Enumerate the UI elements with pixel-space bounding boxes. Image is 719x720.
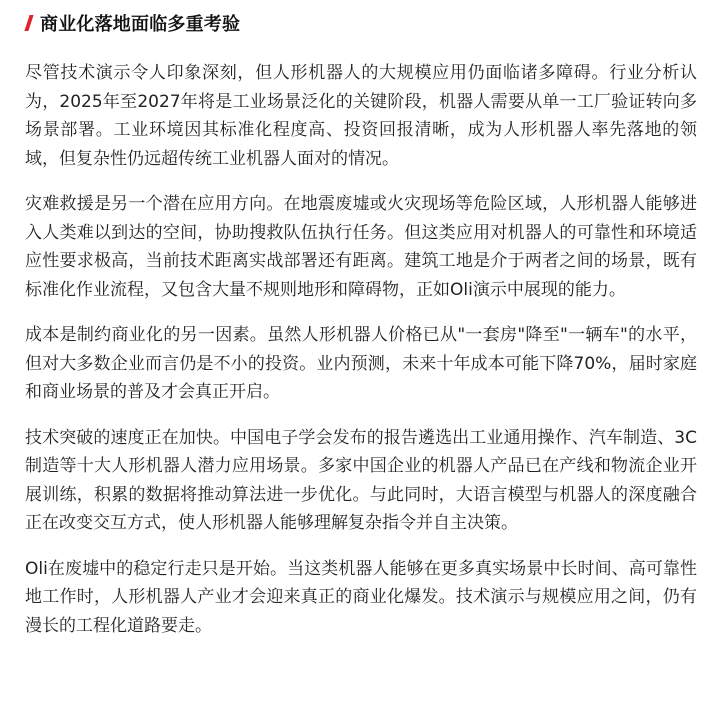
heading-accent-mark (24, 15, 33, 31)
paragraph-4: 技术突破的速度正在加快。中国电子学会发布的报告遴选出工业通用操作、汽车制造、3C制造等十大人形机器人潜力应用场景。多家中国企业的机器人产品已在产线和物流企业开展训练，积累的数据将推动算法进一步优化。与此同时，大语言模型与机器人的深度融合正在改变交互方式，使人形机器人能够理解复杂指令并自主决策。 (25, 427, 697, 533)
section-heading (25, 8, 697, 38)
paragraph-3: 成本是制约商业化的另一因素。虽然人形机器人价格已从"一套房"降至"一辆车"的水平，但对大多数企业而言仍是不小的投资。业内预测，未来十年成本可能下降70%，届时家庭和商业场景的普及才会真正开启。 (25, 325, 697, 402)
section-title: 商业化落地面临多重考验 (40, 14, 241, 35)
paragraph-5: Oli在废墟中的稳定行走只是开始。当这类机器人能够在更多真实场景中长时间、高可靠性地工作时，人形机器人产业才会迎来真正的商业化爆发。技术演示与规模应用之间，仍有漫长的工程化道路要走。 (25, 558, 697, 636)
paragraph-1: 尽管技术演示令人印象深刻，但人形机器人的大规模应用仍面临诸多障碍。行业分析认为，2025年至2027年将是工业场景泛化的关键阶段，机器人需要从单一工厂验证转向多场景部署。工业环境因其标准化程度高、投资回报清晰，成为人形机器人率先落地的领域，但复杂性仍远超传统工业机器人面对的情况。 (25, 63, 697, 169)
paragraph-2: 灾难救援是另一个潜在应用方向。在地震废墟或火灾现场等危险区域，人形机器人能够进入人类难以到达的空间，协助搜救队伍执行任务。但这类应用对机器人的可靠性和环境适应性要求极高，当前技术距离实战部署还有距离。建筑工地是介于两者之间的场景，既有标准化作业流程，又包含大量不规则地形和障碍物，正如Oli演示中展现的能力。 (25, 194, 697, 300)
